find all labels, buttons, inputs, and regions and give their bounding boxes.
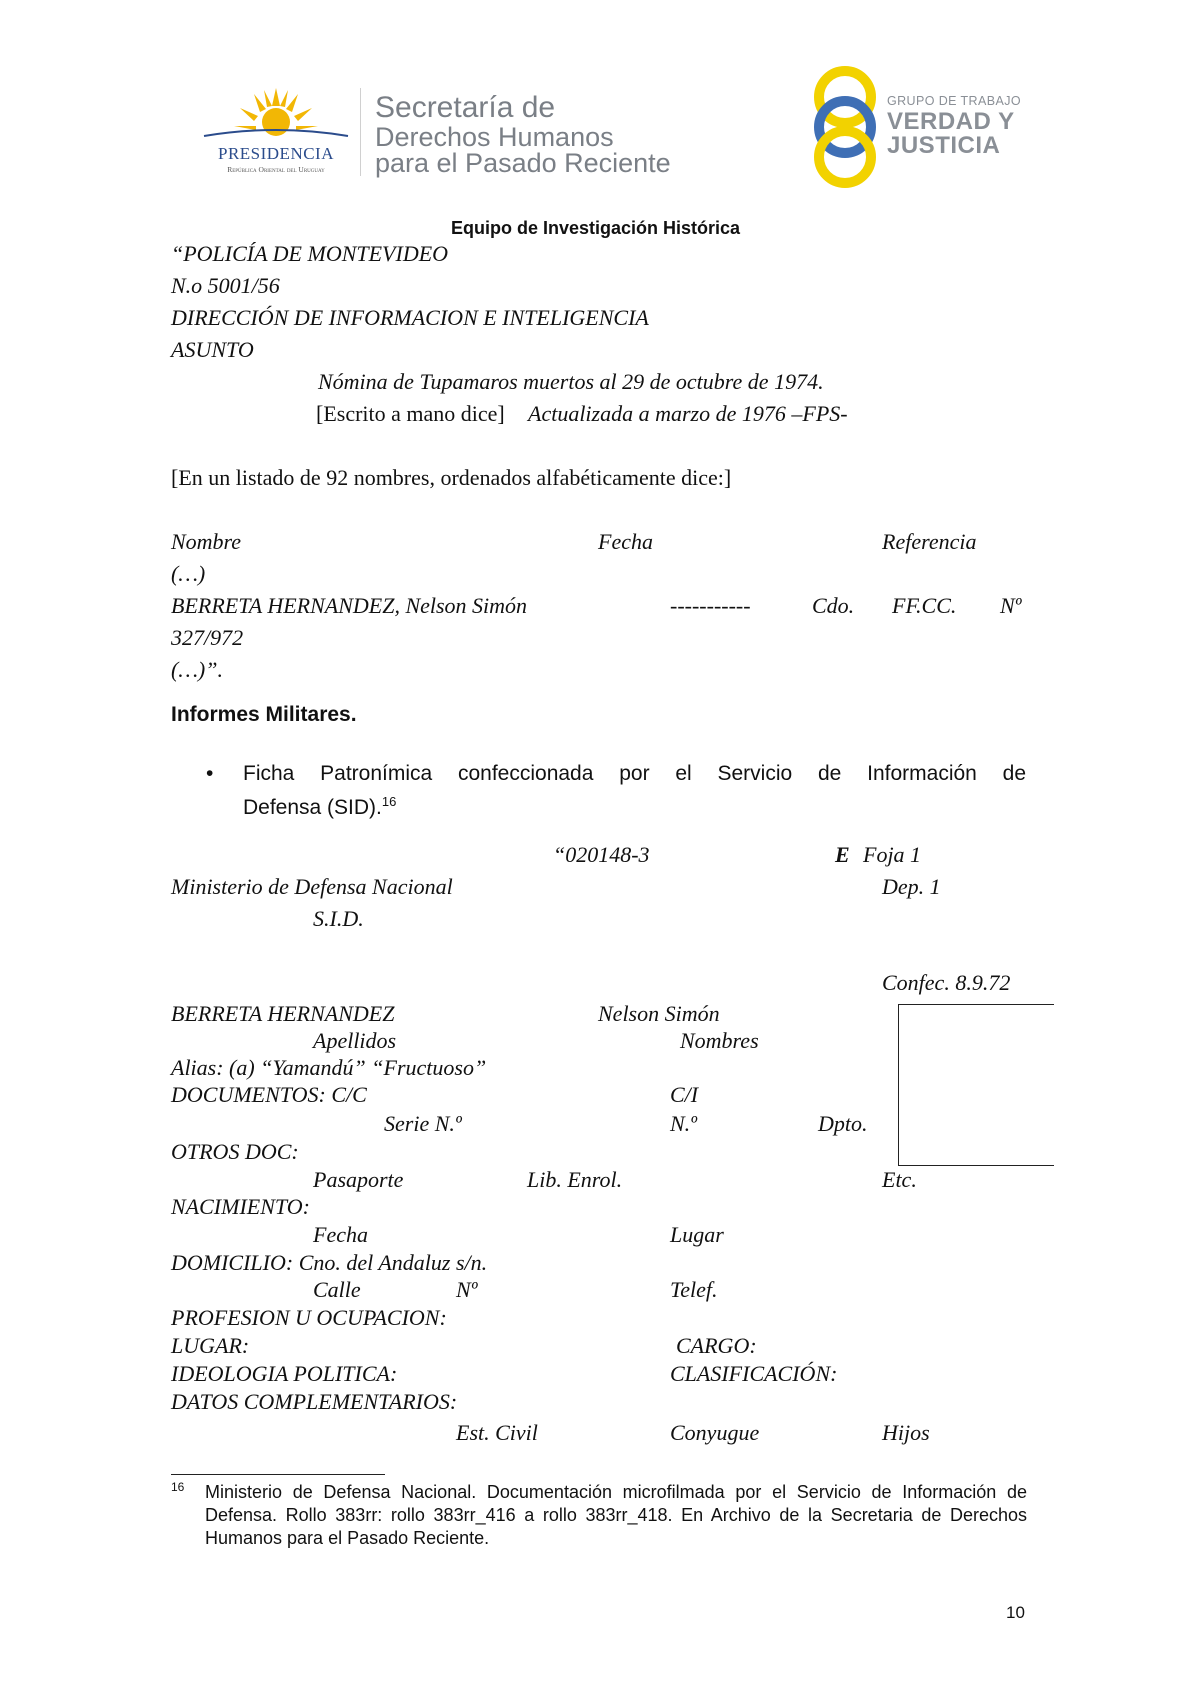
ellipsis-close: (…)”. xyxy=(171,657,223,682)
bullet-line2 xyxy=(243,794,396,820)
profesion-label: PROFESION U OCUPACION: xyxy=(171,1305,447,1330)
handwritten-text: Actualizada a marzo de 1976 –FPS- xyxy=(528,401,848,426)
entry-ref-cdo: Cdo. xyxy=(812,593,855,618)
listing-note: [En un listado de 92 nombres, ordenados alfabéticamente dice:] xyxy=(171,465,732,490)
logo-divider xyxy=(360,88,361,176)
col-fecha: Fecha xyxy=(598,529,653,554)
nombres-value: Nelson Simón xyxy=(598,1001,720,1026)
cargo-label: CARGO: xyxy=(676,1333,757,1358)
secretaria-line3: para el Pasado Reciente xyxy=(375,148,671,178)
presidencia-subtitle: República Oriental del Uruguay xyxy=(227,165,325,174)
nombres-label: Nombres xyxy=(680,1028,759,1053)
grupo-trabajo-logo xyxy=(810,64,1030,190)
col-referencia: Referencia xyxy=(882,529,977,554)
sun-emblem-icon xyxy=(196,84,356,144)
secretaria-line2: Derechos Humanos xyxy=(375,122,614,152)
footnote-text: Ministerio de Defensa Nacional. Documentación microfilmada por el Servicio de Información de Defensa. Rollo 383rr: rollo 383rr_416 a rollo 383rr_418. En Archivo de la Secretaria de Derechos Humanos para el Pasado Reciente. xyxy=(205,1482,1027,1548)
no-label: N.º xyxy=(670,1111,697,1136)
ficha-confec: Confec. 8.9.72 xyxy=(882,970,1011,995)
est-civil-label: Est. Civil xyxy=(456,1420,538,1445)
nacimiento-label: NACIMIENTO: xyxy=(171,1194,310,1219)
lugar2-label: LUGAR: xyxy=(171,1333,250,1358)
apellidos-value: BERRETA HERNANDEZ xyxy=(171,1001,395,1026)
entry-name: BERRETA HERNANDEZ, Nelson Simón xyxy=(171,593,528,618)
ellipsis-open: (…) xyxy=(171,561,206,586)
photo-box xyxy=(898,1004,1054,1166)
police-line3: DIRECCIÓN DE INFORMACION E INTELIGENCIA xyxy=(171,305,649,330)
hijos-label: Hijos xyxy=(882,1420,930,1445)
interlocked-rings-icon xyxy=(810,64,880,190)
documentos-label: DOCUMENTOS: C/C xyxy=(171,1082,367,1107)
police-line4: ASUNTO xyxy=(171,337,254,362)
entry-fecha: ----------- xyxy=(670,593,751,618)
dpto-label: Dpto. xyxy=(818,1111,868,1136)
ficha-ministerio: Ministerio de Defensa Nacional xyxy=(171,874,453,899)
alias-line: Alias: (a) “Yamandú” “Fructuoso” xyxy=(171,1055,487,1080)
ficha-sid: S.I.D. xyxy=(313,906,364,931)
footnote-ref: 16 xyxy=(381,794,397,809)
pasaporte-label: Pasaporte xyxy=(313,1167,404,1192)
page-number: 10 xyxy=(1006,1603,1025,1622)
apellidos-label: Apellidos xyxy=(313,1028,397,1053)
team-heading: Equipo de Investigación Histórica xyxy=(450,218,741,238)
presidencia-logo xyxy=(196,84,356,176)
otros-doc-label: OTROS DOC: xyxy=(171,1139,299,1164)
entry-ref-no: Nº xyxy=(1000,593,1022,618)
clasificacion-label: CLASIFICACIÓN: xyxy=(670,1361,838,1386)
ideologia-label: IDEOLOGIA POLITICA: xyxy=(171,1361,398,1386)
secretaria-line1: Secretaría de xyxy=(375,91,556,124)
handwritten-prefix: [Escrito a mano dice] xyxy=(316,401,505,426)
section-title: Informes Militares. xyxy=(171,703,357,726)
footnote-number: 16 xyxy=(171,1480,185,1494)
domicilio-line: DOMICILIO: Cno. del Andaluz s/n. xyxy=(171,1250,488,1275)
calle-label: Calle xyxy=(313,1277,361,1302)
ficha-code: “020148-3 xyxy=(553,842,650,867)
grupo-line1: GRUPO DE TRABAJO xyxy=(887,94,1021,108)
datos-label: DATOS COMPLEMENTARIOS: xyxy=(171,1389,458,1414)
footnote-rule xyxy=(171,1474,385,1475)
telef-label: Telef. xyxy=(670,1277,718,1302)
fecha-label: Fecha xyxy=(313,1222,368,1247)
col-nombre: Nombre xyxy=(171,529,242,554)
bullet-line2-text: Defensa (SID). xyxy=(243,796,382,819)
ci-label: C/I xyxy=(670,1082,699,1107)
lib-enrol-label: Lib. Enrol. xyxy=(527,1167,623,1192)
police-line1: “POLICÍA DE MONTEVIDEO xyxy=(171,241,449,266)
bullet-dot: • xyxy=(206,762,214,785)
nro-label: Nº xyxy=(456,1277,478,1302)
lugar-label: Lugar xyxy=(670,1222,724,1247)
police-subject: Nómina de Tupamaros muertos al 29 de octubre de 1974. xyxy=(318,369,824,394)
entry-ref-number: 327/972 xyxy=(171,625,244,650)
ficha-dep: Dep. 1 xyxy=(882,874,941,899)
entry-ref-ffcc: FF.CC. xyxy=(892,593,957,618)
grupo-line2: VERDAD Y xyxy=(887,108,1015,135)
grupo-line3: JUSTICIA xyxy=(887,132,1001,159)
bullet-line1: Ficha Patronímica confeccionada por el Servicio de Información de xyxy=(243,762,1026,785)
presidencia-name: PRESIDENCIA xyxy=(217,144,334,163)
conyugue-label: Conyugue xyxy=(670,1420,760,1445)
ficha-foja: Foja 1 xyxy=(863,842,922,867)
ficha-e-label: E xyxy=(835,842,850,867)
serie-label: Serie N.º xyxy=(384,1111,462,1136)
etc-label: Etc. xyxy=(882,1167,917,1192)
police-line2: N.o 5001/56 xyxy=(171,273,280,298)
